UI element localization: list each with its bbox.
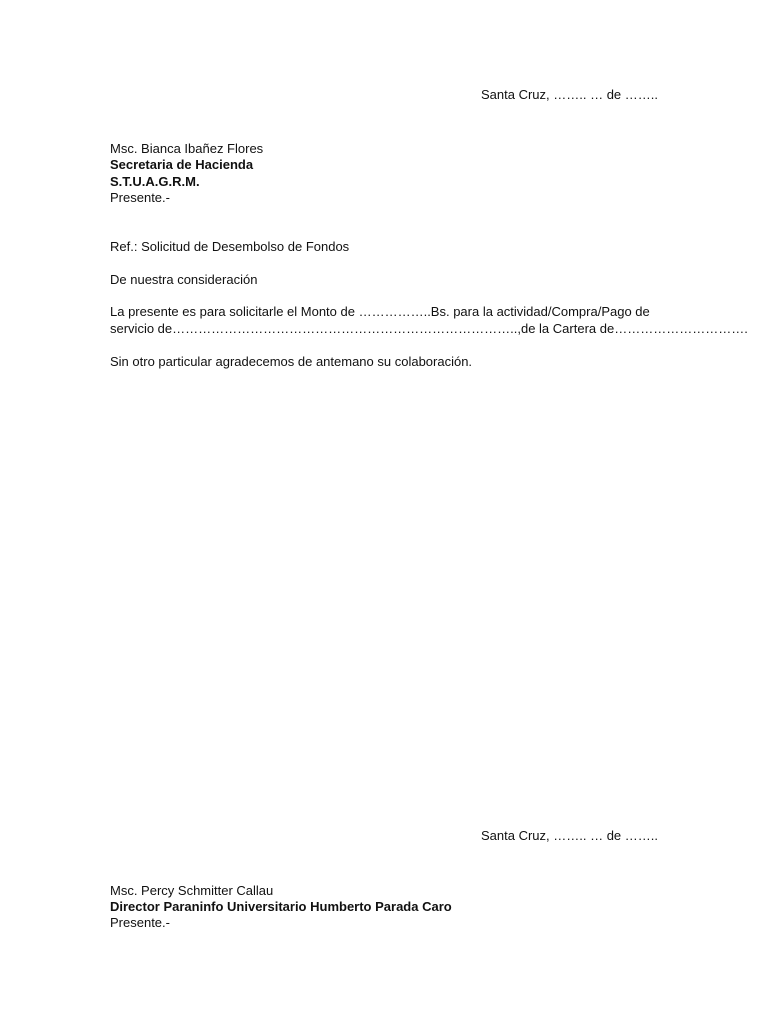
closing-line: Sin otro particular agradecemos de antemano su colaboración. [110, 354, 473, 369]
body-paragraph-line-2: servicio de……………………………………………………………………..,de la Cartera de…………………………. [110, 321, 748, 336]
recipient-title: Secretaria de Hacienda [110, 157, 254, 172]
presente-label: Presente.- [110, 190, 170, 205]
recipient-name: Msc. Bianca Ibañez Flores [110, 141, 264, 156]
reference-line: Ref.: Solicitud de Desembolso de Fondos [110, 239, 350, 254]
recipient-title-second: Director Paraninfo Universitario Humberto Parada Caro [110, 899, 452, 914]
recipient-name-second: Msc. Percy Schmitter Callau [110, 883, 274, 898]
recipient-organization: S.T.U.A.G.R.M. [110, 174, 200, 189]
presente-label-second: Presente.- [110, 915, 170, 930]
date-line-second: Santa Cruz, …….. … de …….. [481, 828, 658, 843]
body-paragraph-line-1: La presente es para solicitarle el Monto de ……………..Bs. para la actividad/Compra/Pago de [110, 304, 650, 319]
salutation: De nuestra consideración [110, 272, 258, 287]
date-line: Santa Cruz, …….. … de …….. [481, 87, 658, 102]
